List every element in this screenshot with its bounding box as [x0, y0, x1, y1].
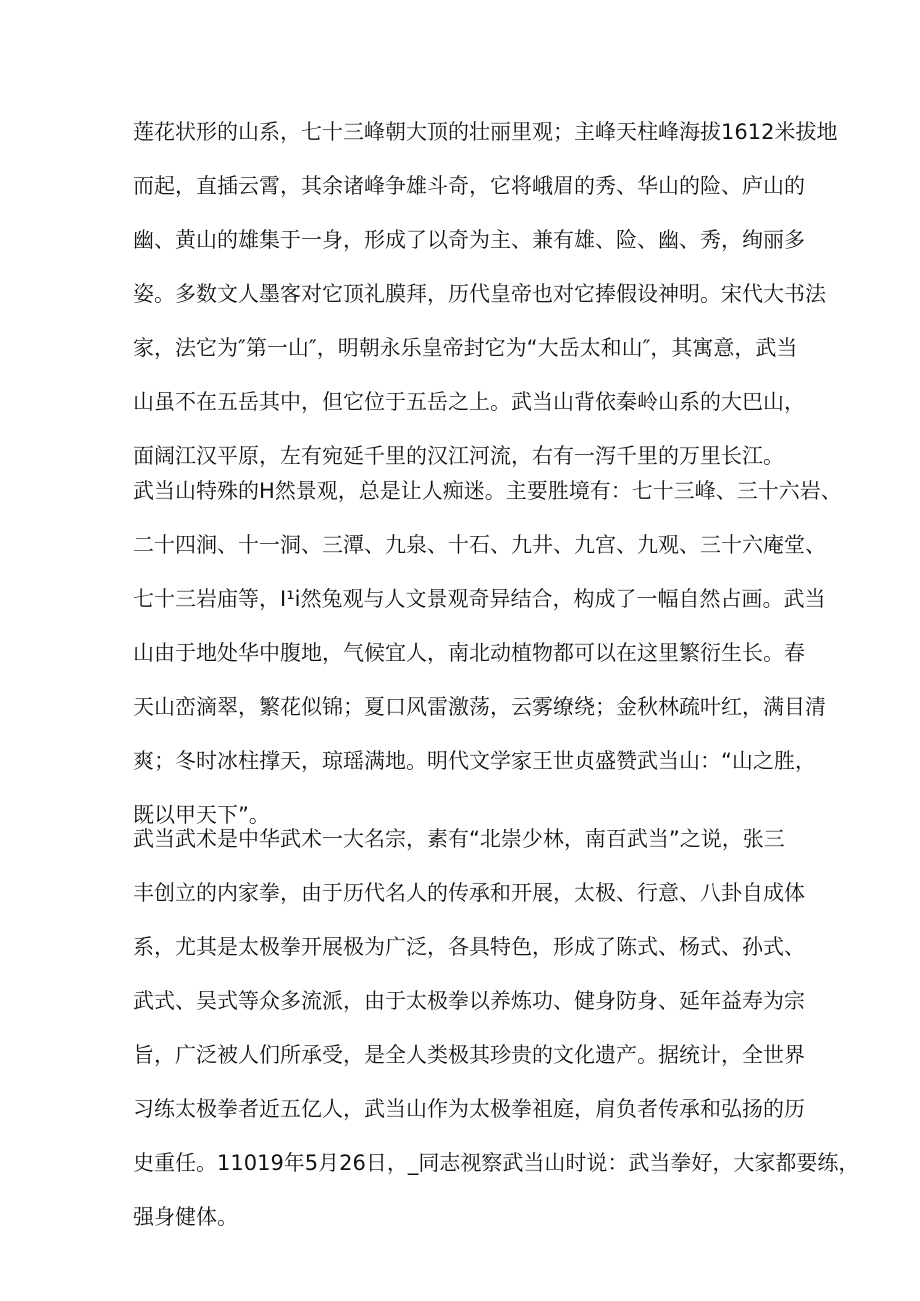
text-line: 既以甲天下”。 [133, 803, 270, 827]
text-line: 武当武术是中华武术一大名宗，素有“北崇少林，南百武当”之说，张三 [133, 827, 785, 851]
text-line: 姿。多数文人墨客对它顶礼膜拜，历代皇帝也对它捧假设神明。宋代大书法 [133, 282, 826, 306]
text-line: 而起，直插云霄，其余诸峰争雄斗奇，它将峨眉的秀、华山的险、庐山的 [133, 174, 805, 198]
text-line: 莲花状形的山系，七十三峰朝大顶的壮丽里观；主峰天柱峰海拔1612米拔地 [133, 120, 838, 144]
text-line: 天山峦滴翠，繁花似锦；夏口风雷激荡，云雾缭绕；金秋林疏叶红，满目清 [133, 695, 826, 719]
text-line: 二十四涧、十一洞、三潭、九泉、十石、九井、九宫、九观、三十六庵堂、 [133, 533, 826, 557]
text-line: 旨，广泛被人们所承受，是全人类极其珍贵的文化遗产。据统计，全世界 [133, 1043, 805, 1067]
text-line: 七十三岩庙等，I¹i然兔观与人文景观奇异结合，构成了一幅自然占画。武当 [133, 587, 826, 611]
text-line: 武当山特殊的H然景观，总是让人痴迷。主要胜境有：七十三峰、三十六岩、 [133, 479, 842, 503]
paragraph-3 [133, 812, 860, 1244]
text-line: 面阔江汉平原，左有宛延千里的汉江河流，右有一泻千里的万里长江。 [133, 444, 784, 468]
text-line: 强身健体。 [133, 1205, 238, 1229]
text-line: 武式、吴式等众多流派，由于太极拳以养炼功、健身防身、延年益寿为宗 [133, 989, 805, 1013]
text-line: 习练太极拳者近五亿人，武当山作为太极拳祖庭，肩负者传承和弘扬的历 [133, 1097, 805, 1121]
text-line: 山虽不在五岳其中，但它位于五岳之上。武当山背依秦岭山系的大巴山， [133, 390, 805, 414]
text-line: 史重任。11019年5月26日，_同志视察武当山时说：武当拳好，大家都要练， [133, 1151, 860, 1175]
text-line: 家，法它为″第一山″，明朝永乐皇帝封它为“大岳太和山″，其寓意，武当 [133, 336, 798, 360]
paragraph-1 [133, 105, 838, 483]
text-line: 丰创立的内家拳，由于历代名人的传承和开展，太极、行意、八卦自成体 [133, 881, 805, 905]
text-line: 山由于地处华中腹地，气候宜人，南北动植物都可以在这里繁衍生长。春 [133, 641, 805, 665]
paragraph-2 [133, 464, 842, 842]
text-line: 系，尤其是太极拳开展极为广泛，各具特色，形成了陈式、杨式、孙式、 [133, 935, 805, 959]
text-line: 爽；冬时冰柱撑天，琼瑶满地。明代文学家王世贞盛赞武当山：“山之胜， [133, 749, 816, 773]
text-line: 幽、黄山的雄集于一身，形成了以奇为主、兼有雄、险、幽、秀，绚丽多 [133, 228, 805, 252]
